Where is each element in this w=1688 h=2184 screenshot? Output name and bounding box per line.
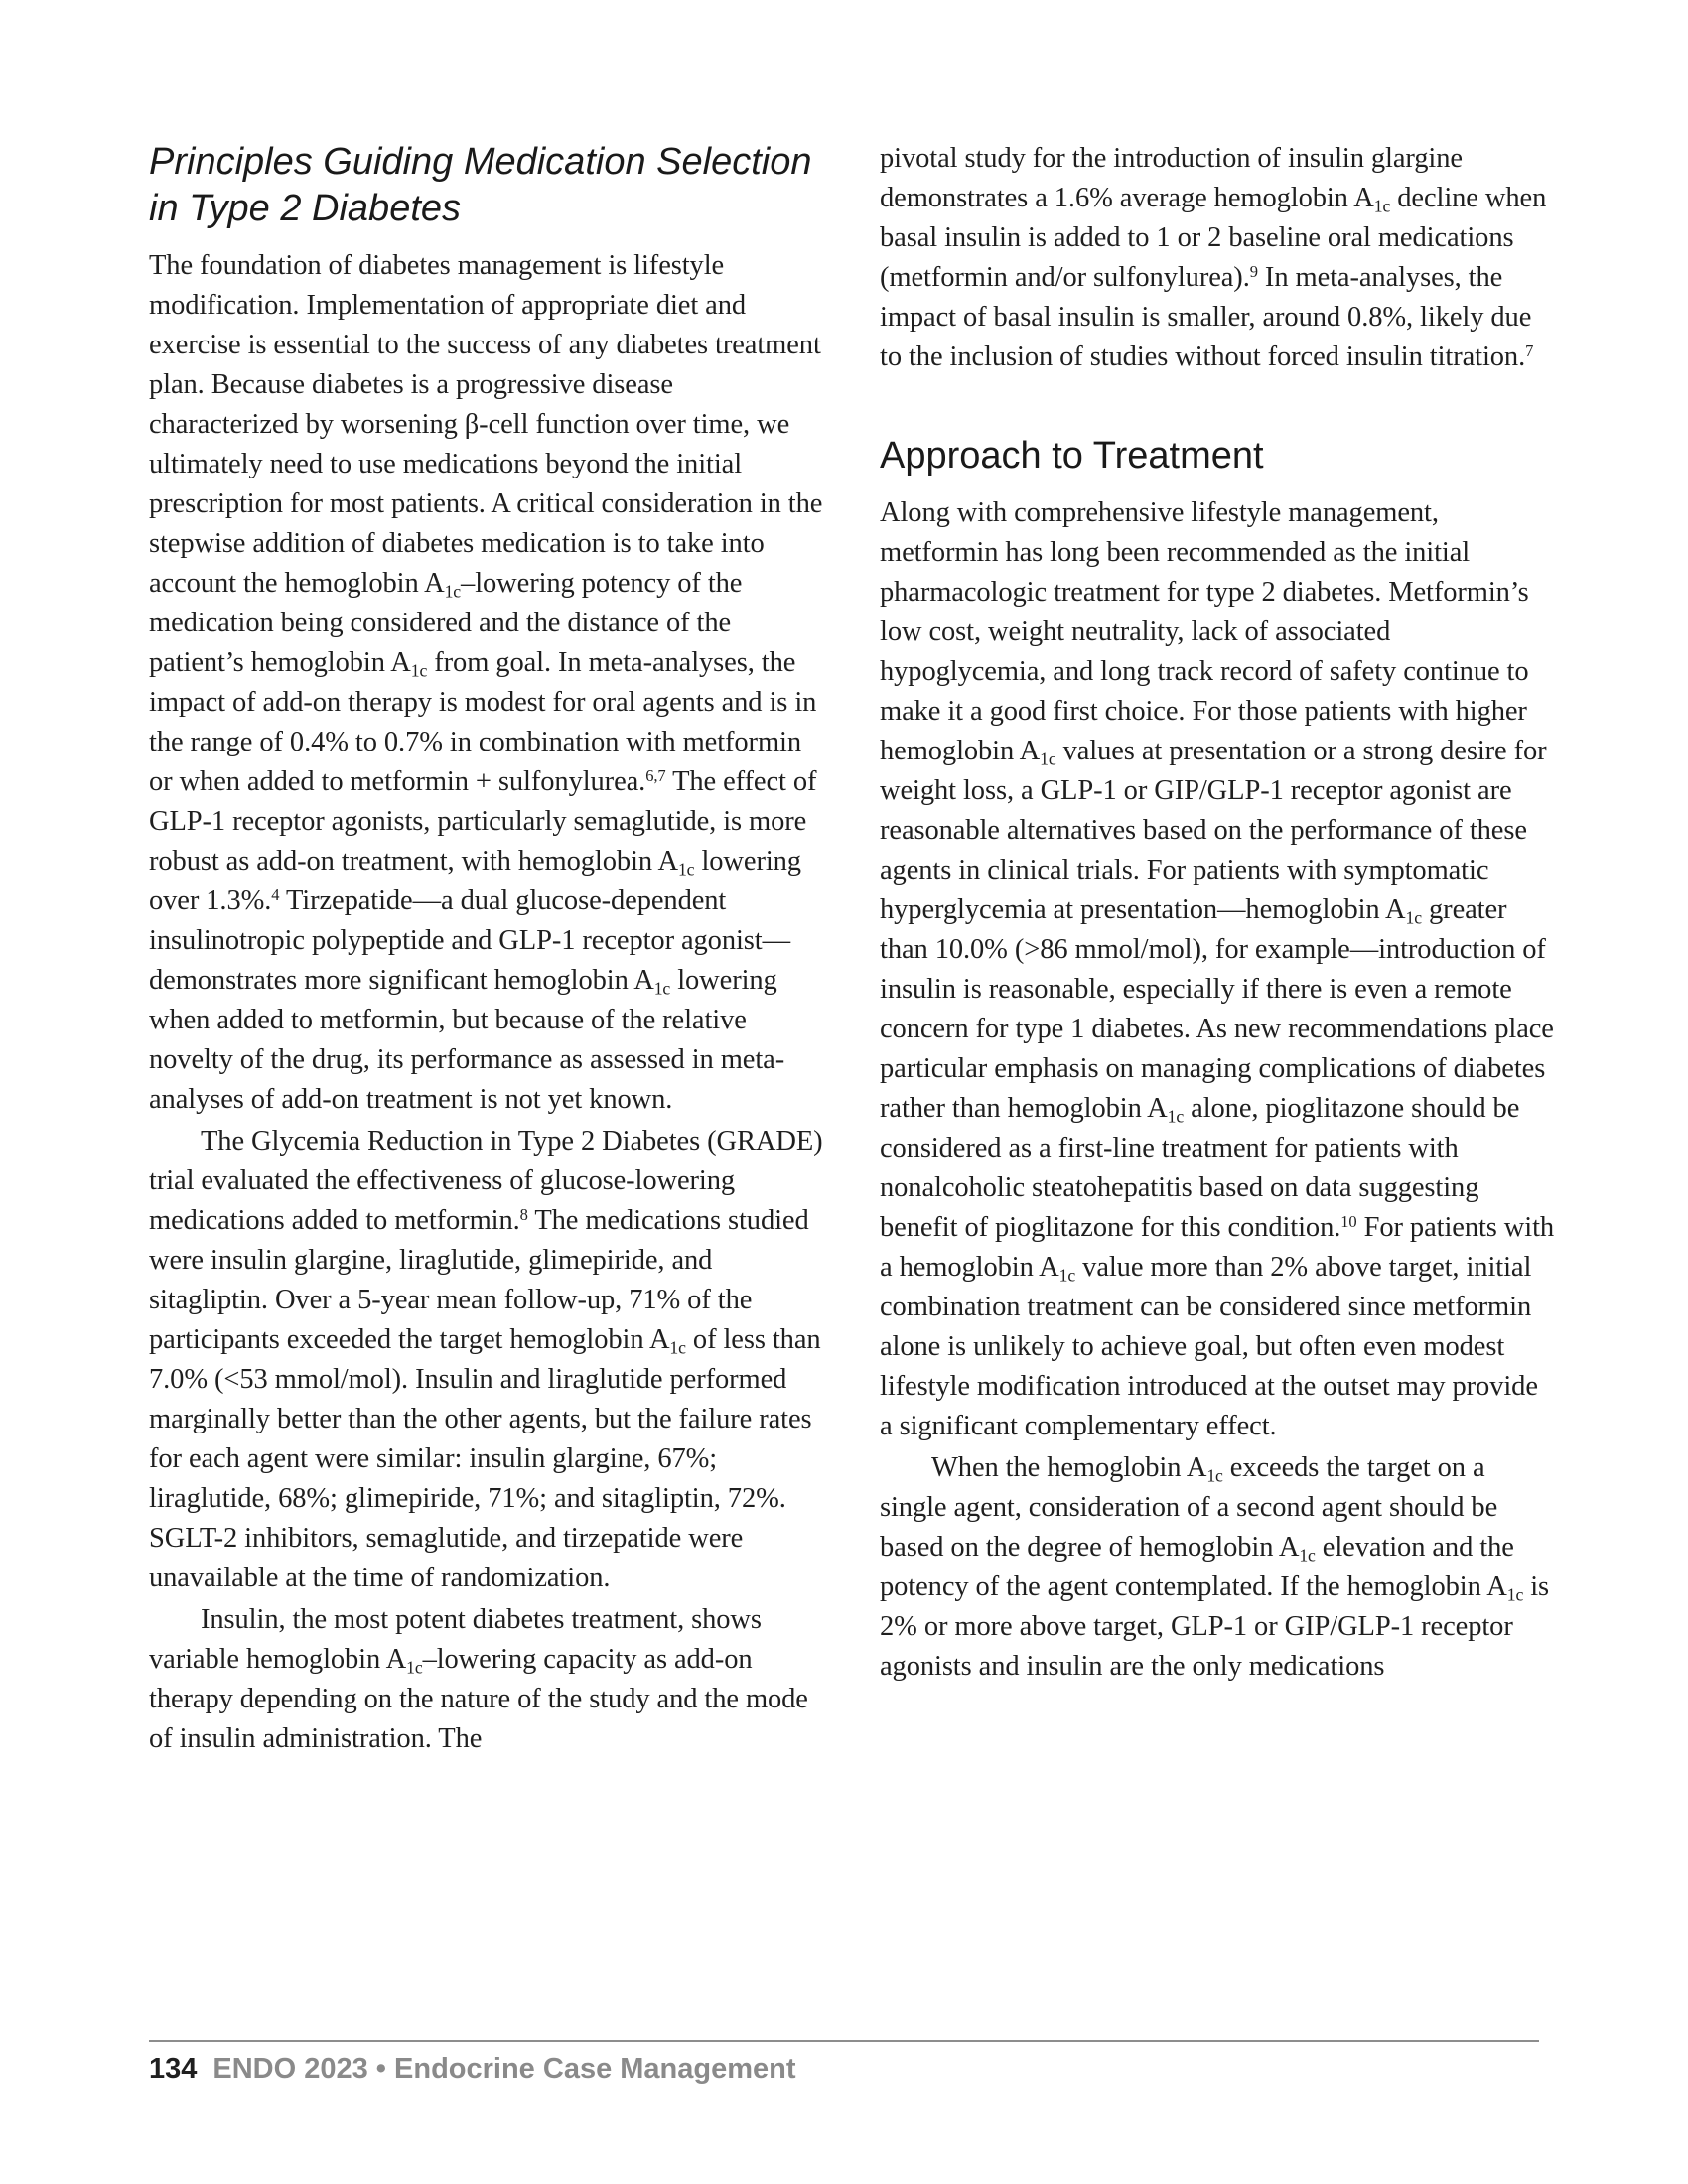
section-heading-principles: Principles Guiding Medication Selection in Type 2 Diabetes	[149, 141, 812, 229]
paragraph-insulin-glargine: pivotal study for the introduction of insulin glargine demonstrates a 1.6% average hemoglobin $A_{1c}$ decline when basal insulin is added to 1 or 2 baseline oral medications (metformin and/or sulfonylurea).$^9$ In meta-analyses, the impact of basal insulin is smaller, around 0.8%, likely due to the inclusion of studies without forced insulin titration.$^7$	[880, 143, 1547, 372]
citation-superscript: 4	[271, 885, 280, 904]
citation-superscript: 9	[1249, 261, 1258, 281]
publication-title: ENDO 2023 • Endocrine Case Management	[212, 2053, 796, 2085]
citation-superscript: 10	[1340, 1211, 1357, 1231]
paragraph-insulin: Insulin, the most potent diabetes treatment, shows variable hemoglobin $A_{1c}$–lowering capacity as add-on therapy depending on the nature of the study and the mode of insulin administration. The	[149, 1604, 808, 1754]
right-column	[880, 139, 1555, 1687]
paragraph-approach-metformin: Along with comprehensive lifestyle management, metformin has long been recommended as the initial pharmacologic treatment for type 2 diabetes. Metformin’s low cost, weight neutrality, lack of associated hypoglycemia, and long track record of safety continue to make it a good first choice. For those patients with higher hemoglobin $A_{1c}$ values at presentation or a strong desire for weight loss, a GLP-1 or GIP/GLP-1 receptor agonist are reasonable alternatives based on the performance of these agents in clinical trials. For patients with symptomatic hyperglycemia at presentation—hemoglobin $A_{1c}$ greater than 10.0% (>86 mmol/mol), for example—introduction of insulin is reasonable, especially if there is even a remote concern for type 1 diabetes. As new recommendations place particular emphasis on managing complications of diabetes rather than hemoglobin $A_{1c}$ alone, pioglitazone should be considered as a first-line treatment for patients with nonalcoholic steatohepatitis based on data suggesting benefit of pioglitazone for this condition.$^{10}$ For patients with a hemoglobin $A_{1c}$ value more than 2% above target, initial combination treatment can be considered since metformin alone is unlikely to achieve goal, but often even modest lifestyle modification introduced at the outset may provide a significant complementary effect.	[880, 497, 1555, 1441]
section-heading-approach: Approach to Treatment	[880, 435, 1264, 477]
page-number: 134	[149, 2053, 198, 2085]
footer-divider	[149, 2040, 1539, 2042]
paragraph-second-agent: When the hemoglobin $A_{1c}$ exceeds the target on a single agent, consideration of a second agent should be based on the degree of hemoglobin $A_{1c}$ elevation and the potency of the agent contemplated. If the hemoglobin $A_{1c}$ is 2% or more above target, GLP-1 or GIP/GLP-1 receptor agonists and insulin are the only medications	[880, 1452, 1550, 1682]
left-column	[149, 139, 824, 1759]
citation-superscript: 6,7	[645, 765, 666, 785]
paragraph-grade-trial: The Glycemia Reduction in Type 2 Diabetes (GRADE) trial evaluated the effectiveness of glucose-lowering medications added to metformin.$^8$ The medications studied were insulin glargine, liraglutide, glimepiride, and sitagliptin. Over a 5-year mean follow-up, 71% of the participants exceeded the target hemoglobin $A_{1c}$ of less than 7.0% (<53 mmol/mol). Insulin and liraglutide performed marginally better than the other agents, but the failure rates for each agent were similar: insulin glargine, 67%; liraglutide, 68%; glimepiride, 71%; and sitagliptin, 72%. SGLT-2 inhibitors, semaglutide, and tirzepatide were unavailable at the time of randomization.	[149, 1126, 823, 1593]
citation-superscript: 8	[519, 1204, 528, 1224]
paragraph-lifestyle-foundation: The foundation of diabetes management is lifestyle modification. Implementation of appropriate diet and exercise is essential to the success of any diabetes treatment plan. Because diabetes is a progressive disease characterized by worsening β-cell function over time, we ultimately need to use medications beyond the initial prescription for most patients. A critical consideration in the stepwise addition of diabetes medication is to take into account the hemoglobin $A_{1c}$–lowering potency of the medication being considered and the distance of the patient’s hemoglobin $A_{1c}$ from goal. In meta-analyses, the impact of add-on therapy is modest for oral agents and is in the range of 0.4% to 0.7% in combination with metformin or when added to metformin + sulfonylurea.$^{6,7}$ The effect of GLP-1 receptor agonists, particularly semaglutide, is more robust as add-on treatment, with hemoglobin $A_{1c}$ lowering over 1.3%.$^4$ Tirzepatide—a dual glucose-dependent insulinotropic polypeptide and GLP-1 receptor agonist—demonstrates more significant hemoglobin $A_{1c}$ lowering when added to metformin, but because of the relative novelty of the drug, its performance as assessed in meta-analyses of add-on treatment is not yet known.	[149, 250, 823, 1115]
page-footer	[149, 2053, 796, 2086]
citation-superscript: 7	[1525, 341, 1534, 360]
